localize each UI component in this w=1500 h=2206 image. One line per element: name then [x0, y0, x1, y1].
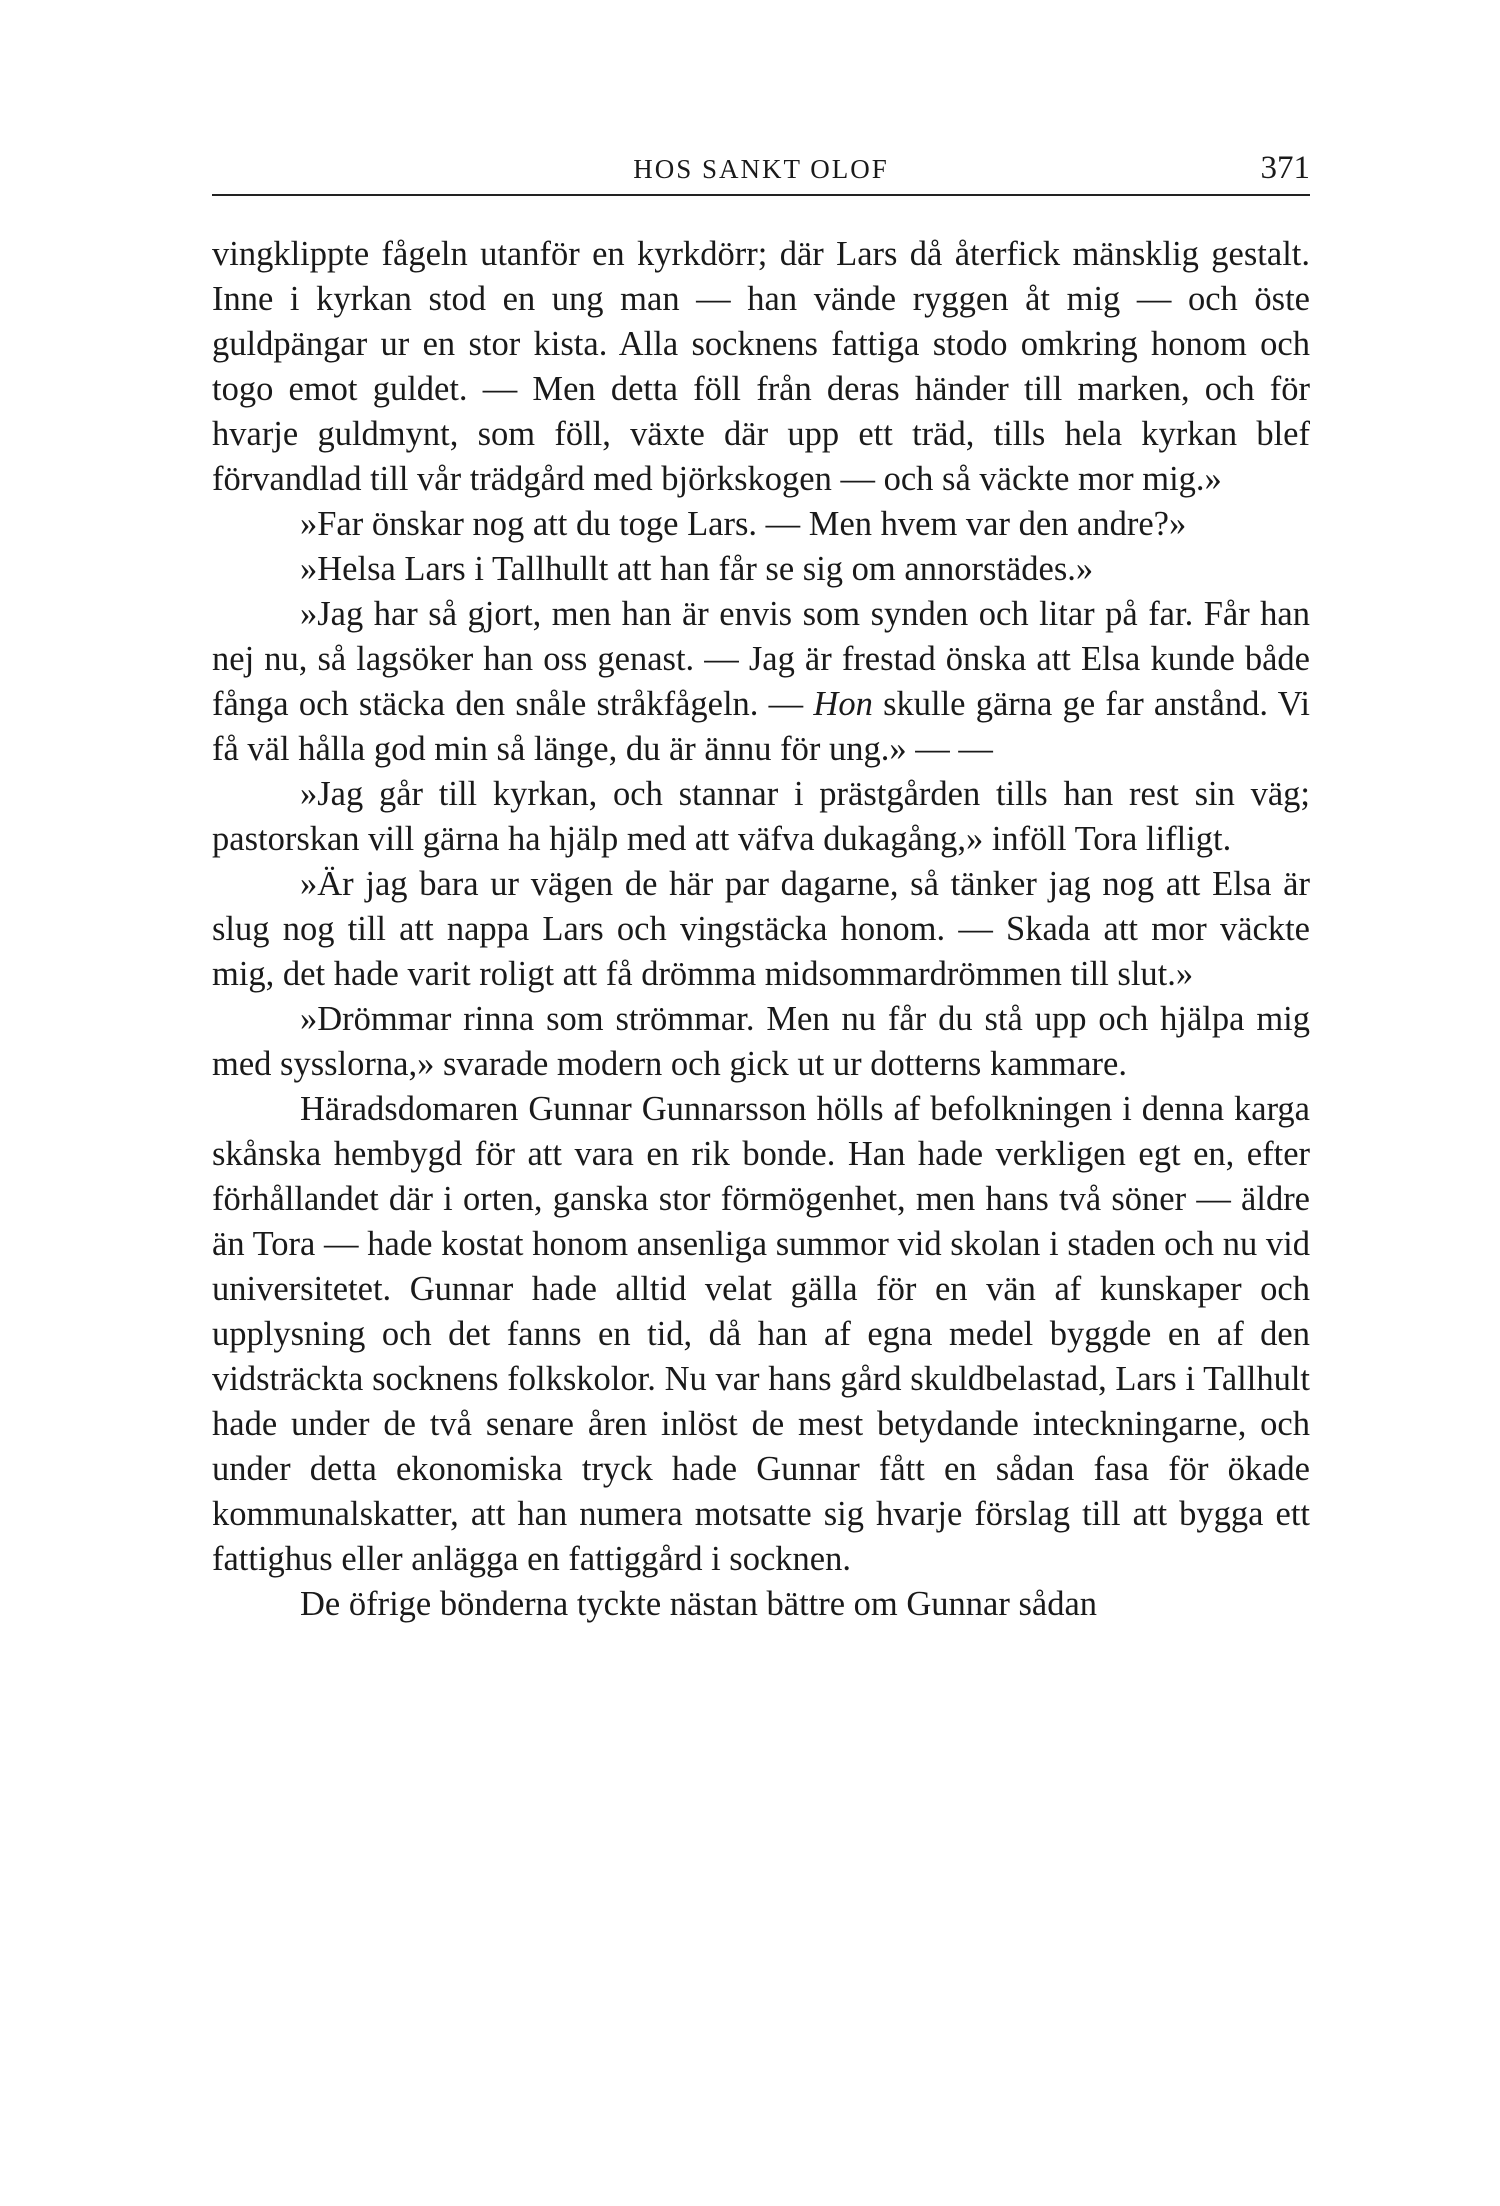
paragraph-text: skulle gärna ge far anstånd. Vi få väl hålla god min så länge, du är ännu för ung.» — —: [212, 685, 1310, 768]
paragraph-ar-jag-bara: »Är jag bara ur vägen de här par dagarne, så tänker jag nog att Elsa är slug nog till att nappa Lars och vingstäcka honom. — Skada att mor väckte mig, det hade varit roligt att få drömma midsommardrömmen till slut.»: [212, 865, 1310, 993]
paragraph-jag-gar-till-kyrkan: »Jag går till kyrkan, och stannar i prästgården tills han rest sin väg; pastorskan vill gärna ha hjälp med att väfva dukagång,» inföll Tora lifligt.: [212, 775, 1310, 858]
running-title: HOS SANKT OLOF: [633, 154, 889, 184]
paragraph-helsa-lars: »Helsa Lars i Tallhullt att han får se sig om annorstädes.»: [300, 550, 1094, 588]
paragraph-de-ofrige: De öfrige bönderna tyckte nästan bättre om Gunnar sådan: [300, 1585, 1098, 1623]
paragraph-dream-continued: vingklippte fågeln utanför en kyrkdörr; där Lars då återfick mänsklig gestalt. Inne i kyrkan stod en ung man — han vände ryggen åt mig — och öste guldpängar ur en stor kista. Alla socknens fattiga stodo omkring honom och togo emot guldet. — Men detta föll från deras händer till marken, och för hvarje guldmynt, som föll, växte där upp ett träd, tills hela kyrkan blef förvandlad till vår trädgård med björkskogen — och så väckte mor mig.»: [212, 235, 1310, 498]
emphasis-hon: Hon: [813, 685, 873, 723]
paragraph-jag-har-sa-gjort: [212, 592, 1310, 772]
paragraph-drommar-rinna: »Drömmar rinna som strömmar. Men nu får du stå upp och hjälpa mig med sysslorna,» svarade modern och gick ut ur dotterns kammare.: [212, 1000, 1310, 1083]
page-number: 371: [1260, 150, 1310, 186]
running-header: [212, 140, 1310, 190]
header-rule: [212, 194, 1310, 196]
paragraph-haradsdomaren: Häradsdomaren Gunnar Gunnarsson hölls af befolkningen i denna karga skånska hembygd för att vara en rik bonde. Han hade verkligen egt en, efter förhållandet där i orten, ganska stor förmögenhet, men hans två söner — äldre än Tora — hade kostat honom ansenliga summor vid skolan i staden och nu vid universitetet. Gunnar hade alltid velat gälla för en vän af kunskaper och upplysning och det fanns en tid, då han af egna medel byggde en af den vidsträckta socknens folkskolor. Nu var hans gård skuldbelastad, Lars i Tallhult hade under de två senare åren inlöst de mest betydande inteckningarne, och under detta ekonomiska tryck hade Gunnar fått en sådan fasa för ökade kommunalskatter, att han numera motsatte sig hvarje förslag till att bygga ett fattighus eller anlägga en fattiggård i socknen.: [212, 1090, 1310, 1578]
paragraph-far-onskar: »Far önskar nog att du toge Lars. — Men hvem var den andre?»: [300, 505, 1187, 543]
paragraph-text: »Jag har så gjort, men han är envis som synden och litar på far. Får han nej nu, så lagsöker han oss genast. — Jag är frestad önska att Elsa kunde både fånga och stäcka den snåle stråkfågeln. —: [212, 595, 1310, 723]
book-page: [212, 140, 1310, 1627]
body-text: [212, 232, 1310, 1627]
